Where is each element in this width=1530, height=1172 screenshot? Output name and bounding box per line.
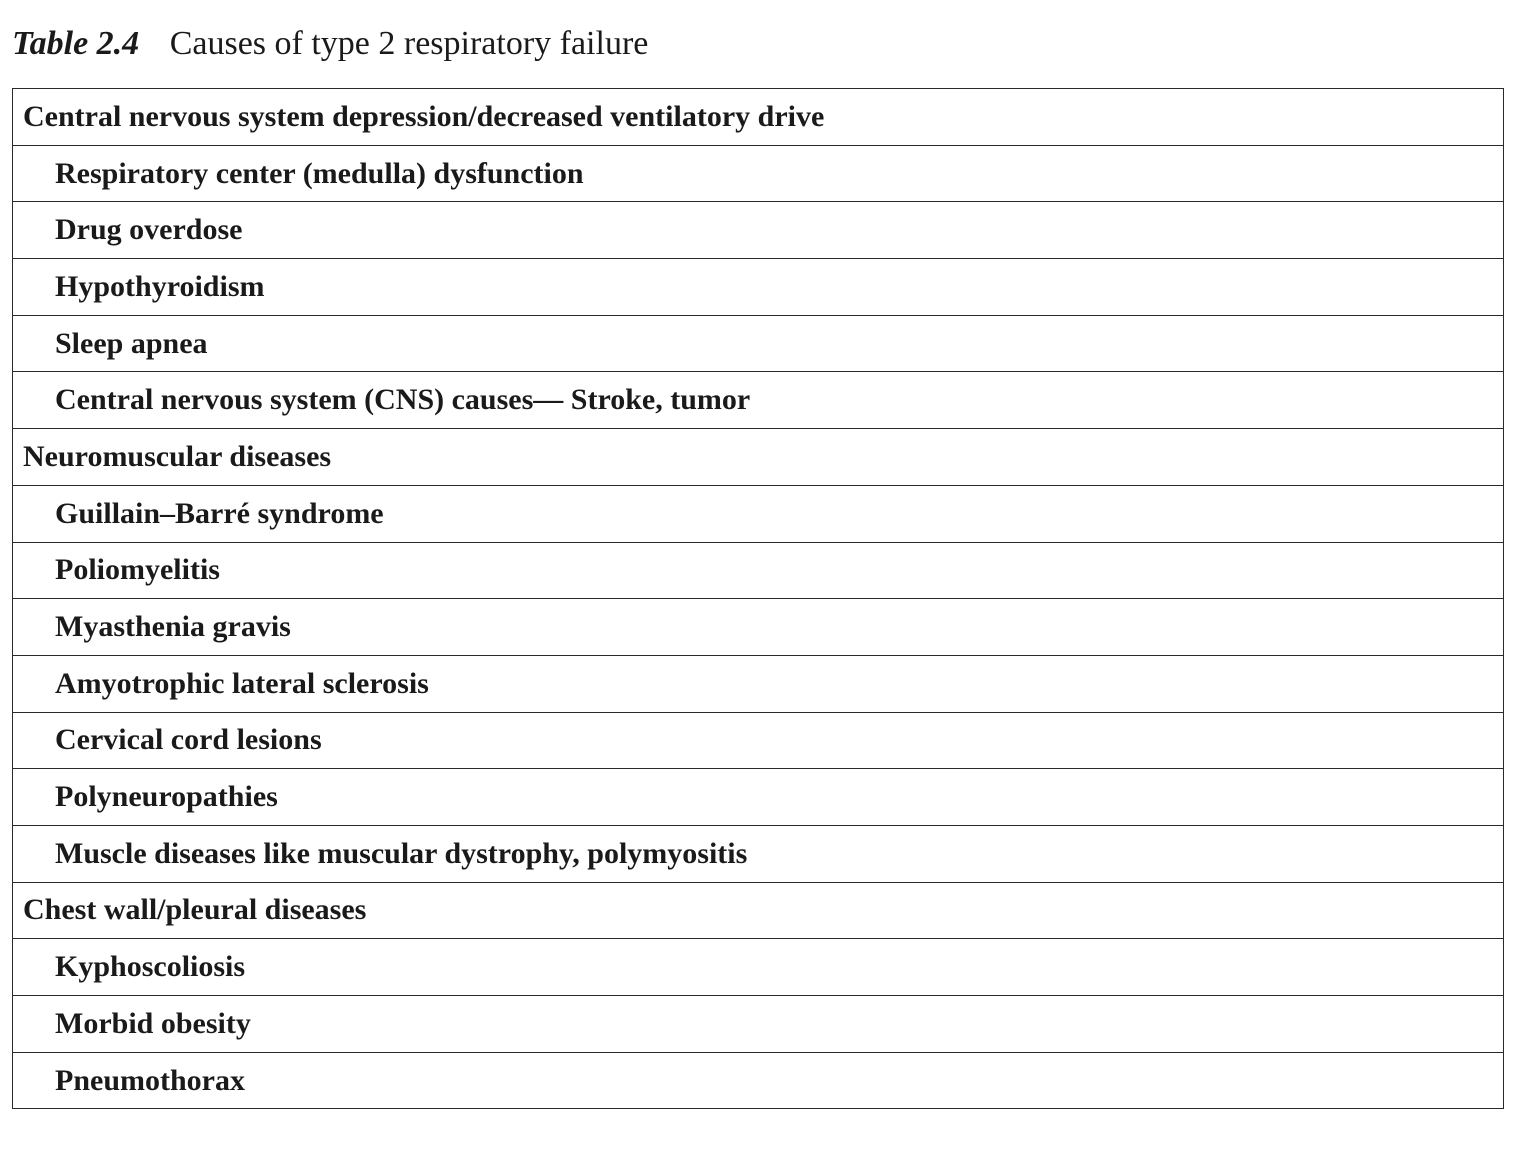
item-cell: Myasthenia gravis [13,599,1504,656]
item-cell: Hypothyroidism [13,259,1504,316]
table-row [13,712,1504,769]
table-row [13,542,1504,599]
item-cell: Morbid obesity [13,996,1504,1053]
item-cell: Kyphoscoliosis [13,939,1504,996]
table-title: Causes of type 2 respiratory failure [169,25,649,62]
category-cell: Chest wall/pleural diseases [13,882,1504,939]
table-row [13,769,1504,826]
table-row [13,599,1504,656]
table-caption [12,20,648,68]
table-number: Table 2.4 [12,25,140,62]
table-row [13,996,1504,1053]
table-row [13,315,1504,372]
table-row [13,655,1504,712]
item-cell: Sleep apnea [13,315,1504,372]
table-row [13,485,1504,542]
item-cell: Cervical cord lesions [13,712,1504,769]
item-cell: Amyotrophic lateral sclerosis [13,655,1504,712]
item-cell: Drug overdose [13,202,1504,259]
causes-table [12,88,1504,1109]
table-row [13,145,1504,202]
category-cell: Neuromuscular diseases [13,429,1504,486]
item-cell: Poliomyelitis [13,542,1504,599]
item-cell: Central nervous system (CNS) causes— Stroke, tumor [13,372,1504,429]
table-row [13,825,1504,882]
table-row [13,89,1504,146]
table-row [13,882,1504,939]
table-row [13,259,1504,316]
table-row [13,202,1504,259]
item-cell: Polyneuropathies [13,769,1504,826]
item-cell: Guillain–Barré syndrome [13,485,1504,542]
table-row [13,1052,1504,1109]
item-cell: Pneumothorax [13,1052,1504,1109]
category-cell: Central nervous system depression/decreased ventilatory drive [13,89,1504,146]
item-cell: Respiratory center (medulla) dysfunction [13,145,1504,202]
table-row [13,939,1504,996]
table-row [13,429,1504,486]
item-cell: Muscle diseases like muscular dystrophy, polymyositis [13,825,1504,882]
table-row [13,372,1504,429]
